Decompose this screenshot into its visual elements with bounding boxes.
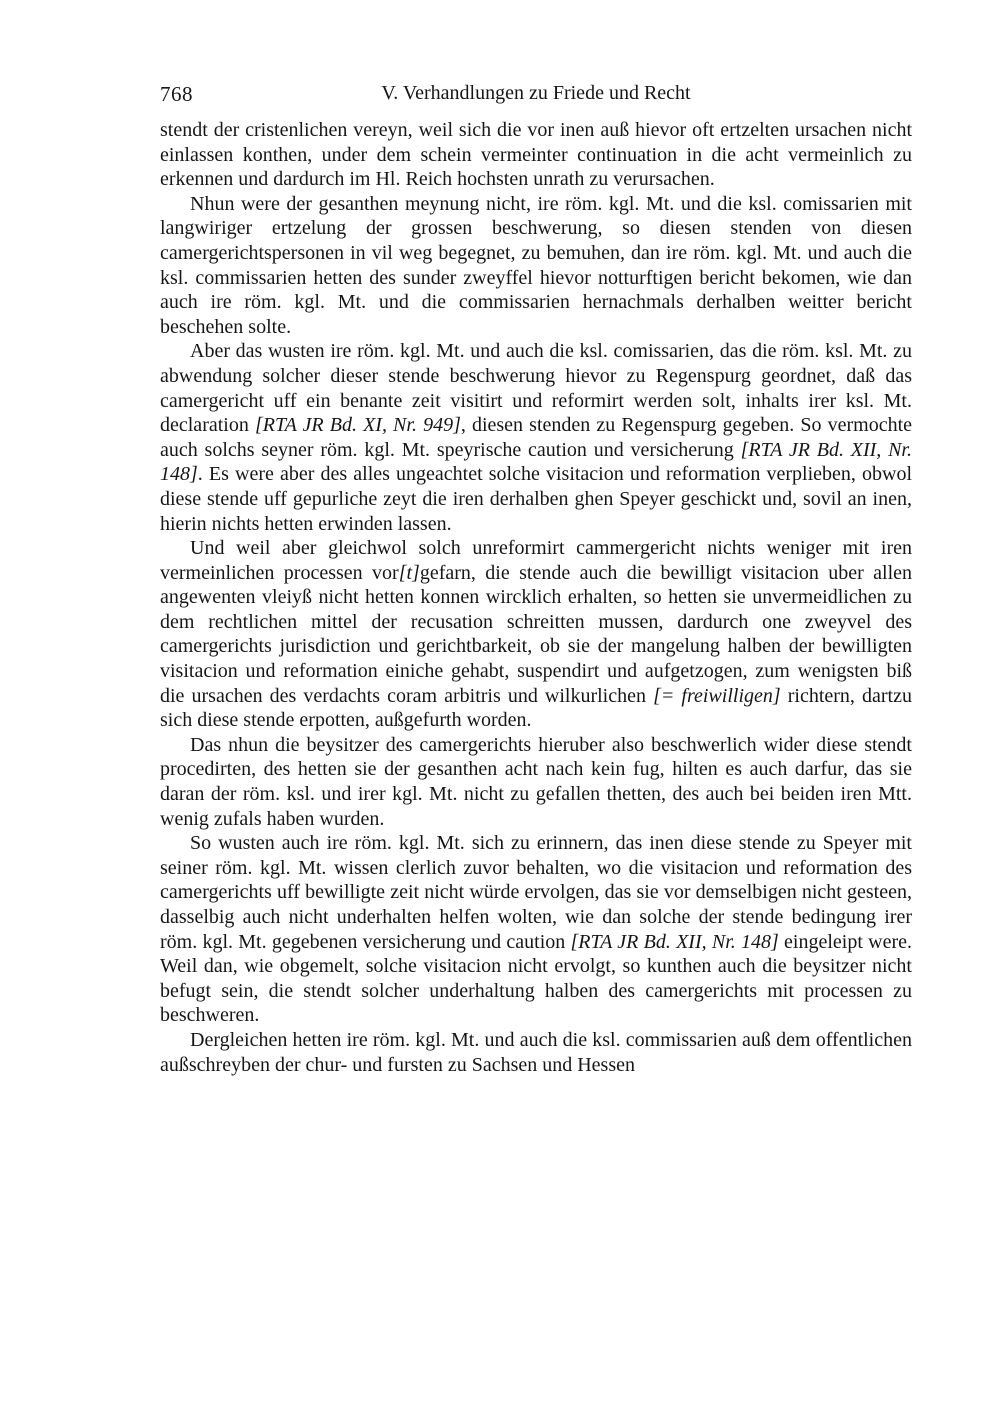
paragraph bbox=[160, 118, 912, 192]
text-run: . Es were aber des alles ungeachtet solche visitacion und reformation verplieben, obwol diese stende uff gepurliche zeyt die iren derhalben ghen Speyer geschickt und, sovil an inen, hierin nichts hetten erwinden lassen. bbox=[160, 463, 912, 535]
paragraph bbox=[160, 192, 912, 340]
text-run: Und weil aber gleichwol solch unreformirt cammergericht nichts weniger mit iren vermeinlichen processen vor bbox=[160, 537, 912, 584]
text-run: Aber das wusten ire röm. kgl. Mt. und auch die ksl. comissarien, das die röm. ksl. Mt. zu abwendung solcher dieser stende beschwerung hievor zu Regenspurg geordnet, daß das camergericht uff ein benante zeit visitirt und reformirt werden solt, inhalts irer ksl. Mt. declaration bbox=[160, 340, 912, 437]
paragraph bbox=[160, 831, 912, 1028]
editorial-note: [= freiwilligen] bbox=[653, 684, 781, 707]
paragraph bbox=[160, 1028, 912, 1077]
text-run: Das nhun die beysitzer des camergerichts hieruber also beschwerlich wider diese stendt procedirten, des hetten sie der gesanthen acht nach kein fug, hilten es auch darfur, das sie daran der röm. ksl. und irer kgl. Mt. nicht zu gefallen thetten, des auch bei beiden iren Mtt. wenig zufals haben wurden. bbox=[160, 733, 912, 830]
text-run: richtern, dartzu sich diese stende erpotten, außgefurth worden. bbox=[160, 684, 912, 732]
text-run: Dergleichen hetten ire röm. kgl. Mt. und auch die ksl. commissarien auß dem offentlichen außschreyben der chur- und fursten zu Sachsen und Hessen bbox=[160, 1028, 912, 1076]
text-block bbox=[160, 118, 912, 1077]
paragraph bbox=[160, 733, 912, 831]
text-run: So wusten auch ire röm. kgl. Mt. sich zu erinnern, das inen diese stende zu Speyer mit seiner röm. kgl. Mt. wissen clerlich zuvor behalten, wo die visitacion und reformation des camergerichts uff bewilligte zeit nicht würde ervolgen, das sie vor demselbigen nicht gesteen, dasselbig auch nicht underhalten helfen wolten, wie dan solche der stende bedingung irer röm. kgl. Mt. gegebenen versicherung und caution bbox=[160, 832, 912, 953]
paragraph bbox=[160, 536, 912, 733]
text-run: , diesen stenden zu Regenspurg gegeben. So vermochte auch solchs seyner röm. kgl. Mt. speyrische caution und versicherung bbox=[160, 414, 912, 461]
editorial-note: [RTA JR Bd. XII, Nr. 148] bbox=[160, 438, 913, 486]
text-run: eingeleipt were. Weil dan, wie obgemelt, solche visitacion nicht ervolgt, so kunthen auch die beysitzer nicht befugt sein, die stendt solcher underhaltung halben des camergerichts mit processen zu beschweren. bbox=[160, 930, 913, 1027]
page-header bbox=[160, 82, 912, 108]
text-run: gefarn, die stende auch die bewilligt visitacion uber allen angewenten vleiyß nicht hetten konnen wircklich erhalten, so hetten sie unvermeidlichen zu dem rechtlichen mittel der recusation schreitten mussen, dardurch one zweyvel des camergerichts jurisdiction und gerichtbarkeit, ob sie der mangelung halben der bewilligten visitacion und reformation einiche gehabt, suspendirt und aufgetzogen, zum wenigsten biß die ursachen des verdachts coram arbitris und wilkurlichen bbox=[160, 561, 913, 707]
text-run: stendt der cristenlichen vereyn, weil sich die vor inen auß hievor oft ertzelten ursachen nicht einlassen konthen, under dem schein vermeinter continuation in die acht vermeinlich zu erkennen und dardurch im Hl. Reich hochsten unrath zu verursachen. bbox=[160, 119, 912, 191]
text-run: Nhun were der gesanthen meynung nicht, ire röm. kgl. Mt. und die ksl. comissarien mit langwiriger ertzelung der grossen beschwerung, so diesen stenden von diesen camergerichtspersonen in vil weg begegnet, zu bemuhen, dan ire röm. kgl. Mt. und auch die ksl. commissarien hetten des sunder zweyffel hievor notturftigen bericht bekomen, wie dan auch ire röm. kgl. Mt. und die commissarien hernachmals derhalben weitter bericht beschehen solte. bbox=[160, 192, 912, 338]
page-number: 768 bbox=[160, 82, 193, 106]
editorial-note: [RTA JR Bd. XI, Nr. 949] bbox=[254, 414, 461, 437]
running-head: V. Verhandlungen zu Friede und Recht bbox=[381, 82, 691, 104]
editorial-note: [t] bbox=[398, 561, 420, 584]
editorial-note: [RTA JR Bd. XII, Nr. 148] bbox=[570, 930, 779, 953]
paragraph bbox=[160, 339, 912, 536]
